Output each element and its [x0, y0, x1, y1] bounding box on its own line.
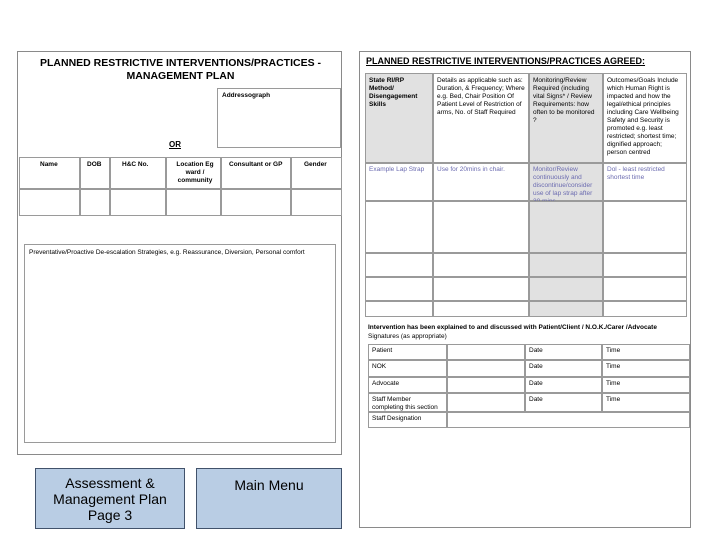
form-title-line2: MANAGEMENT PLAN [126, 70, 235, 82]
or-label: OR [169, 140, 181, 149]
example-method-cell: Example Lap Strap [365, 163, 433, 201]
assessment-page-3-button[interactable] [35, 468, 185, 529]
time-field[interactable]: Time [602, 393, 690, 412]
consultant-cell[interactable] [221, 189, 291, 216]
consultant-header: Consultant or GP [221, 157, 291, 189]
method-header: State RI/RP Method/ Disengagement Skills [365, 73, 433, 163]
agreed-practices-form [359, 51, 691, 528]
signature-field[interactable] [447, 377, 525, 393]
entry-cell[interactable] [529, 301, 603, 317]
assessment-page-3-label: Assessment & Management Plan Page 3 [53, 474, 167, 523]
form-title-line1: PLANNED RESTRICTIVE INTERVENTIONS/PRACTICES - [40, 57, 321, 69]
staff-designation-label: Staff Designation [368, 412, 447, 428]
hc-no-header: H&C No. [110, 157, 166, 189]
entry-cell[interactable] [529, 253, 603, 277]
signatures-label: Signatures (as appropriate) [368, 333, 447, 340]
agreed-title: PLANNED RESTRICTIVE INTERVENTIONS/PRACTICES AGREED: [366, 56, 646, 66]
entry-cell[interactable] [433, 301, 529, 317]
gender-cell[interactable] [291, 189, 342, 216]
location-cell[interactable] [166, 189, 221, 216]
entry-cell[interactable] [603, 277, 687, 301]
signature-row-label: Advocate [368, 377, 447, 393]
entry-cell[interactable] [529, 277, 603, 301]
management-plan-form [17, 51, 342, 455]
signature-field[interactable] [447, 393, 525, 412]
entry-cell[interactable] [603, 253, 687, 277]
entry-cell[interactable] [433, 277, 529, 301]
form-title [18, 57, 343, 83]
dob-header: DOB [80, 157, 110, 189]
addressograph-box[interactable] [217, 88, 341, 148]
entry-cell[interactable] [365, 301, 433, 317]
entry-cell[interactable] [529, 201, 603, 253]
example-details-cell: Use for 20mins in chair. [433, 163, 529, 201]
date-field[interactable]: Date [525, 344, 602, 360]
entry-cell[interactable] [603, 201, 687, 253]
monitoring-header: Monitoring/Review Required (including vital Signs* / Review Requirements: how often to be monitored ? [529, 73, 603, 163]
details-header: Details as applicable such as: Duration, & Frequency; Where e.g. Bed, Chair Position Of Patient Level of Restriction of arms, No. of Staff Required [433, 73, 529, 163]
dob-cell[interactable] [80, 189, 110, 216]
time-field[interactable]: Time [602, 377, 690, 393]
example-monitoring-cell: Monitor/Review continuously and discontinue/consider use of lap strap after [529, 163, 603, 201]
main-menu-button[interactable] [196, 468, 342, 529]
entry-cell[interactable] [365, 201, 433, 253]
location-header: Location Eg ward / community [166, 157, 221, 189]
staff-designation-field[interactable] [447, 412, 690, 428]
gender-header: Gender [291, 157, 342, 189]
signature-field[interactable] [447, 344, 525, 360]
signature-field[interactable] [447, 360, 525, 377]
name-cell[interactable] [19, 189, 80, 216]
signature-row-label: NOK [368, 360, 447, 377]
example-outcomes-cell: Dol - least restricted shortest time [603, 163, 687, 201]
outcomes-header: Outcomes/Goals Include which Human Right is impacted and how the legal/ethical principles including Care Wellbeing Safety and Security is promoted e.g. least restricted; shortest time; dignified approach; person centred [603, 73, 687, 163]
name-header: Name [19, 157, 80, 189]
entry-cell[interactable] [365, 277, 433, 301]
date-field[interactable]: Date [525, 393, 602, 412]
main-menu-label: Main Menu [234, 477, 304, 493]
date-field[interactable]: Date [525, 377, 602, 393]
strategies-label: Preventative/Proactive De-escalation Strategies, e.g. Reassurance, Diversion, Personal comfort [29, 249, 305, 256]
time-field[interactable]: Time [602, 344, 690, 360]
explain-text: Intervention has been explained to and discussed with Patient/Client / N.O.K./Carer /Advocate [368, 324, 657, 331]
entry-cell[interactable] [433, 253, 529, 277]
entry-cell[interactable] [433, 201, 529, 253]
date-field[interactable]: Date [525, 360, 602, 377]
hc-no-cell[interactable] [110, 189, 166, 216]
addressograph-label: Addressograph [222, 92, 271, 99]
entry-cell[interactable] [365, 253, 433, 277]
strategies-box[interactable] [24, 244, 336, 443]
time-field[interactable]: Time [602, 360, 690, 377]
signature-row-label: Patient [368, 344, 447, 360]
entry-cell[interactable] [603, 301, 687, 317]
signature-row-label: Staff Member completing this section [368, 393, 447, 412]
